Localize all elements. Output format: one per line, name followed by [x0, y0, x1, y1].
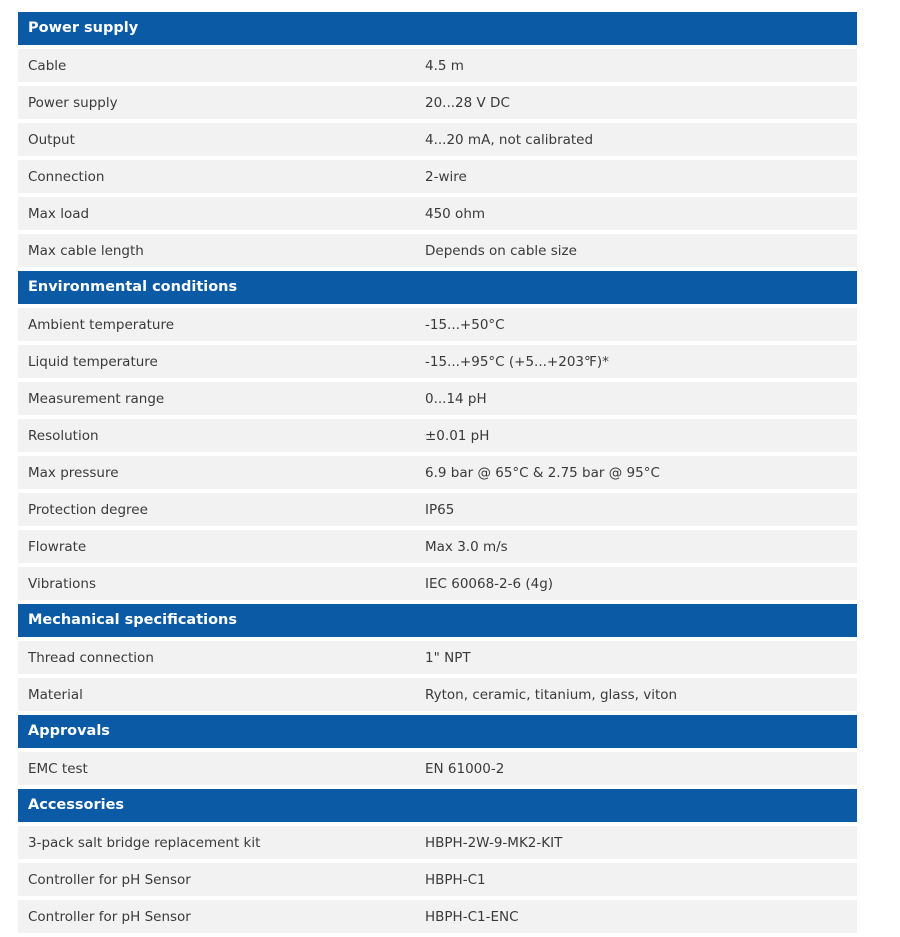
- spec-label: Controller for pH Sensor: [28, 908, 191, 925]
- spec-value: 4.5 m: [425, 57, 464, 74]
- spec-row: [18, 752, 857, 785]
- spec-label: Measurement range: [28, 390, 165, 407]
- spec-value: -15...+95°C (+5...+203℉)*: [425, 353, 609, 370]
- section-header: Accessories: [18, 789, 857, 822]
- spec-label: Protection degree: [28, 501, 148, 518]
- spec-label: EMC test: [28, 760, 88, 777]
- spec-value: -15...+50°C: [425, 316, 505, 333]
- spec-label: Liquid temperature: [28, 353, 158, 370]
- spec-row: [18, 567, 857, 600]
- spec-row: [18, 382, 857, 415]
- spec-row: [18, 86, 857, 119]
- section-header: Approvals: [18, 715, 857, 748]
- spec-row: [18, 160, 857, 193]
- spec-row: [18, 308, 857, 341]
- spec-label: Output: [28, 131, 75, 148]
- spec-label: 3-pack salt bridge replacement kit: [28, 834, 261, 851]
- spec-value: IP65: [425, 501, 455, 518]
- section-header: Environmental conditions: [18, 271, 857, 304]
- spec-row: [18, 530, 857, 563]
- spec-value: ±0.01 pH: [425, 427, 490, 444]
- spec-row: [18, 197, 857, 230]
- spec-row: [18, 456, 857, 489]
- spec-value: HBPH-C1-ENC: [425, 908, 519, 925]
- spec-row: [18, 234, 857, 267]
- spec-row: [18, 826, 857, 859]
- spec-row: [18, 419, 857, 452]
- spec-row: [18, 900, 857, 933]
- spec-table: [18, 12, 857, 937]
- spec-value: Depends on cable size: [425, 242, 577, 259]
- spec-label: Ambient temperature: [28, 316, 175, 333]
- spec-value: Max 3.0 m/s: [425, 538, 508, 555]
- spec-value: 0...14 pH: [425, 390, 487, 407]
- spec-label: Cable: [28, 57, 67, 74]
- spec-label: Flowrate: [28, 538, 87, 555]
- spec-label: Power supply: [28, 94, 118, 111]
- section-header: Power supply: [18, 12, 857, 45]
- spec-value: 2-wire: [425, 168, 467, 185]
- spec-value: HBPH-C1: [425, 871, 486, 888]
- spec-value: 20...28 V DC: [425, 94, 510, 111]
- spec-row: [18, 863, 857, 896]
- spec-value: IEC 60068-2-6 (4g): [425, 575, 554, 592]
- spec-label: Max pressure: [28, 464, 119, 481]
- spec-value: EN 61000-2: [425, 760, 505, 777]
- spec-value: HBPH-2W-9-MK2-KIT: [425, 834, 563, 851]
- spec-label: Connection: [28, 168, 105, 185]
- spec-value: 1" NPT: [425, 649, 471, 666]
- section-header: Mechanical specifications: [18, 604, 857, 637]
- spec-value: 6.9 bar @ 65°C & 2.75 bar @ 95°C: [425, 464, 660, 481]
- spec-row: [18, 641, 857, 674]
- spec-label: Thread connection: [28, 649, 154, 666]
- spec-value: 4...20 mA, not calibrated: [425, 131, 594, 148]
- spec-label: Max cable length: [28, 242, 144, 259]
- spec-row: [18, 493, 857, 526]
- spec-label: Max load: [28, 205, 90, 222]
- spec-label: Controller for pH Sensor: [28, 871, 191, 888]
- spec-value: Ryton, ceramic, titanium, glass, viton: [425, 686, 678, 703]
- spec-row: [18, 123, 857, 156]
- spec-row: [18, 345, 857, 378]
- spec-value: 450 ohm: [425, 205, 486, 222]
- spec-row: [18, 678, 857, 711]
- spec-row: [18, 49, 857, 82]
- spec-label: Vibrations: [28, 575, 96, 592]
- spec-label: Resolution: [28, 427, 99, 444]
- spec-label: Material: [28, 686, 83, 703]
